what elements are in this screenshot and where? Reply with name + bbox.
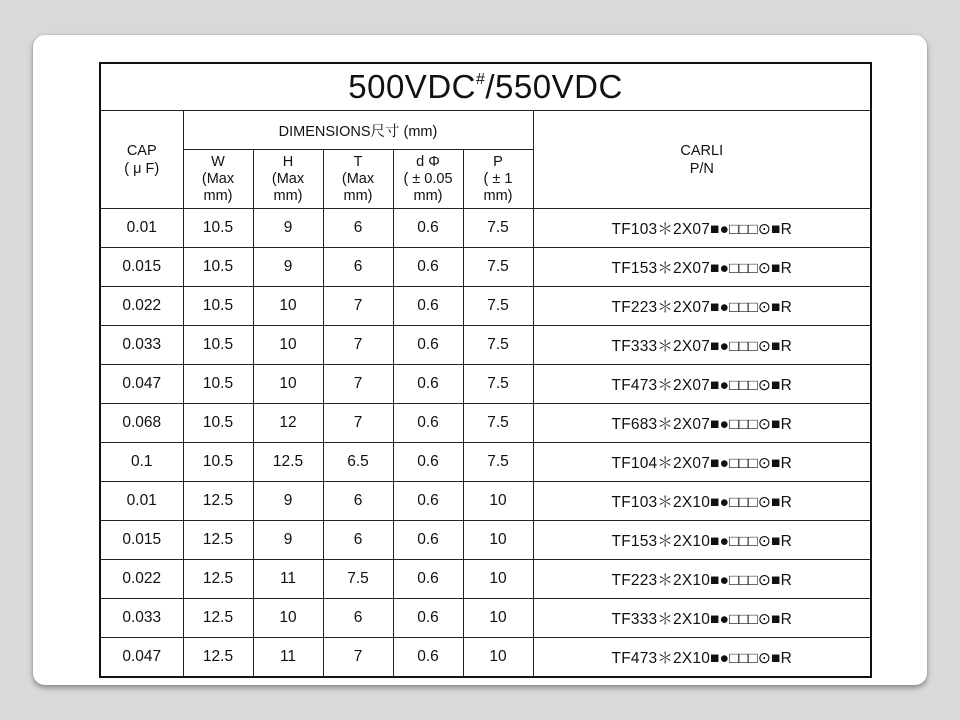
- width-cell: 12.5: [183, 482, 253, 521]
- lead-diameter-cell: 0.6: [393, 404, 463, 443]
- table-row: [100, 599, 871, 638]
- cap-cell: 0.01: [100, 482, 183, 521]
- width-cell: 12.5: [183, 521, 253, 560]
- width-cell: 10.5: [183, 287, 253, 326]
- part-number-cell: TF223＊2X07■●□□□⊙■R: [533, 287, 871, 326]
- pitch-cell: 10: [463, 599, 533, 638]
- part-number-cell: TF473＊2X10■●□□□⊙■R: [533, 638, 871, 678]
- width-cell: 10.5: [183, 209, 253, 248]
- table-title: 500VDC#/550VDC: [100, 63, 871, 111]
- lead-diameter-cell: 0.6: [393, 365, 463, 404]
- width-header: W (Max mm): [183, 150, 253, 209]
- part-number-cell: TF223＊2X10■●□□□⊙■R: [533, 560, 871, 599]
- table-row: [100, 326, 871, 365]
- pitch-cell: 7.5: [463, 209, 533, 248]
- thickness-header: T (Max mm): [323, 150, 393, 209]
- width-cell: 12.5: [183, 638, 253, 678]
- pitch-cell: 7.5: [463, 287, 533, 326]
- cap-cell: 0.01: [100, 209, 183, 248]
- width-cell: 10.5: [183, 365, 253, 404]
- cap-cell: 0.022: [100, 287, 183, 326]
- lead-diameter-cell: 0.6: [393, 599, 463, 638]
- lead-diameter-cell: 0.6: [393, 287, 463, 326]
- cap-header: CAP ( μ F): [100, 111, 183, 209]
- width-cell: 10.5: [183, 443, 253, 482]
- width-cell: 12.5: [183, 560, 253, 599]
- lead-diameter-cell: 0.6: [393, 638, 463, 678]
- height-cell: 12.5: [253, 443, 323, 482]
- part-number-cell: TF104＊2X07■●□□□⊙■R: [533, 443, 871, 482]
- thickness-cell: 6: [323, 599, 393, 638]
- table-row: [100, 638, 871, 678]
- thickness-cell: 6.5: [323, 443, 393, 482]
- thickness-cell: 7: [323, 365, 393, 404]
- height-cell: 10: [253, 599, 323, 638]
- part-number-cell: TF153＊2X10■●□□□⊙■R: [533, 521, 871, 560]
- pitch-cell: 7.5: [463, 443, 533, 482]
- height-cell: 11: [253, 638, 323, 678]
- height-cell: 10: [253, 365, 323, 404]
- capacitor-spec-table: [99, 62, 872, 678]
- table-row: [100, 287, 871, 326]
- height-cell: 9: [253, 521, 323, 560]
- thickness-cell: 6: [323, 482, 393, 521]
- part-number-cell: TF683＊2X07■●□□□⊙■R: [533, 404, 871, 443]
- cap-cell: 0.022: [100, 560, 183, 599]
- lead-diameter-cell: 0.6: [393, 443, 463, 482]
- pitch-cell: 10: [463, 482, 533, 521]
- table-row: [100, 560, 871, 599]
- cap-cell: 0.068: [100, 404, 183, 443]
- pitch-header: P ( ± 1 mm): [463, 150, 533, 209]
- cap-cell: 0.015: [100, 521, 183, 560]
- part-number-cell: TF103＊2X07■●□□□⊙■R: [533, 209, 871, 248]
- lead-diameter-cell: 0.6: [393, 326, 463, 365]
- cap-cell: 0.033: [100, 599, 183, 638]
- cap-cell: 0.047: [100, 638, 183, 678]
- table-row: [100, 209, 871, 248]
- pitch-cell: 10: [463, 638, 533, 678]
- width-cell: 10.5: [183, 248, 253, 287]
- thickness-cell: 6: [323, 248, 393, 287]
- pitch-cell: 7.5: [463, 326, 533, 365]
- thickness-cell: 7: [323, 404, 393, 443]
- thickness-cell: 7: [323, 638, 393, 678]
- height-cell: 9: [253, 248, 323, 287]
- pitch-cell: 10: [463, 521, 533, 560]
- thickness-cell: 7: [323, 287, 393, 326]
- pitch-cell: 7.5: [463, 404, 533, 443]
- width-cell: 10.5: [183, 404, 253, 443]
- lead-diameter-cell: 0.6: [393, 209, 463, 248]
- lead-diameter-header: d Φ ( ± 0.05 mm): [393, 150, 463, 209]
- dimensions-header: DIMENSIONS尺寸 (mm): [183, 111, 533, 150]
- width-cell: 10.5: [183, 326, 253, 365]
- height-cell: 10: [253, 326, 323, 365]
- lead-diameter-cell: 0.6: [393, 248, 463, 287]
- height-cell: 12: [253, 404, 323, 443]
- width-cell: 12.5: [183, 599, 253, 638]
- table-row: [100, 248, 871, 287]
- spec-sheet: [90, 58, 878, 684]
- cap-cell: 0.033: [100, 326, 183, 365]
- part-number-cell: TF103＊2X10■●□□□⊙■R: [533, 482, 871, 521]
- table-row: [100, 365, 871, 404]
- part-number-cell: TF473＊2X07■●□□□⊙■R: [533, 365, 871, 404]
- thickness-cell: 7.5: [323, 560, 393, 599]
- cap-cell: 0.047: [100, 365, 183, 404]
- cap-cell: 0.015: [100, 248, 183, 287]
- table-row: [100, 404, 871, 443]
- pitch-cell: 7.5: [463, 248, 533, 287]
- lead-diameter-cell: 0.6: [393, 560, 463, 599]
- height-cell: 10: [253, 287, 323, 326]
- cap-cell: 0.1: [100, 443, 183, 482]
- pitch-cell: 7.5: [463, 365, 533, 404]
- part-number-cell: TF153＊2X07■●□□□⊙■R: [533, 248, 871, 287]
- thickness-cell: 7: [323, 326, 393, 365]
- pitch-cell: 10: [463, 560, 533, 599]
- part-number-cell: TF333＊2X07■●□□□⊙■R: [533, 326, 871, 365]
- part-number-cell: TF333＊2X10■●□□□⊙■R: [533, 599, 871, 638]
- height-cell: 9: [253, 209, 323, 248]
- lead-diameter-cell: 0.6: [393, 521, 463, 560]
- table-row: [100, 521, 871, 560]
- thickness-cell: 6: [323, 521, 393, 560]
- table-row: [100, 482, 871, 521]
- height-cell: 11: [253, 560, 323, 599]
- height-header: H (Max mm): [253, 150, 323, 209]
- table-row: [100, 443, 871, 482]
- height-cell: 9: [253, 482, 323, 521]
- carli-pn-header: CARLI P/N: [533, 111, 871, 209]
- lead-diameter-cell: 0.6: [393, 482, 463, 521]
- thickness-cell: 6: [323, 209, 393, 248]
